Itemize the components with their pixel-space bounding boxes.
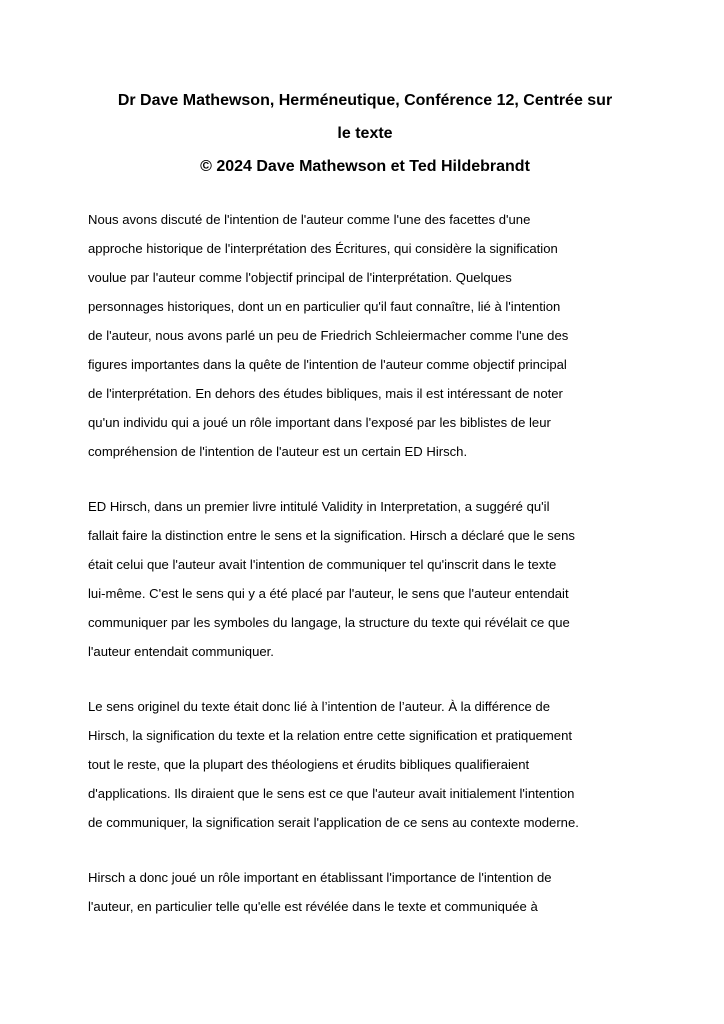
text-line: fallait faire la distinction entre le sens et la signification. Hirsch a déclaré que le sens (88, 528, 575, 543)
text-line: tout le reste, que la plupart des théologiens et érudits bibliques qualifieraient (88, 757, 530, 772)
text-line: approche historique de l'interprétation des Écritures, qui considère la signification (88, 241, 558, 256)
text-line: personnages historiques, dont un en particulier qu'il faut connaître, lié à l'intention (88, 299, 561, 314)
title-line: Dr Dave Mathewson, Herméneutique, Conférence 12, Centrée sur (117, 92, 613, 109)
paragraph-1 (88, 205, 642, 466)
text-line: l'auteur, en particulier telle qu'elle est révélée dans le texte et communiquée à (88, 899, 538, 914)
document-page (88, 84, 642, 947)
text-line: Le sens originel du texte était donc lié à l’intention de l’auteur. À la différence de (88, 699, 550, 714)
document-title (88, 84, 642, 183)
text-line: était celui que l'auteur avait l'intention de communiquer tel qu'inscrit dans le texte (88, 557, 557, 572)
text-line: d'applications. Ils diraient que le sens est ce que l'auteur avait initialement l'intention (88, 786, 575, 801)
text-line: lui-même. C'est le sens qui y a été placé par l'auteur, le sens que l'auteur entendait (88, 586, 569, 601)
text-line: Hirsch a donc joué un rôle important en établissant l'importance de l'intention de (88, 870, 552, 885)
text-line: communiquer par les symboles du langage, la structure du texte qui révélait ce que (88, 615, 570, 630)
text-line: compréhension de l'intention de l'auteur est un certain ED Hirsch. (88, 444, 468, 459)
text-line: l'auteur entendait communiquer. (88, 644, 274, 659)
text-line: qu'un individu qui a joué un rôle important dans l'exposé par les biblistes de leur (88, 415, 551, 430)
paragraph-4 (88, 863, 642, 921)
text-line: voulue par l'auteur comme l'objectif principal de l'interprétation. Quelques (88, 270, 512, 285)
text-line: de communiquer, la signification serait l'application de ce sens au contexte moderne. (88, 815, 579, 830)
text-line: figures importantes dans la quête de l'intention de l'auteur comme objectif principal (88, 357, 567, 372)
text-line: de l'auteur, nous avons parlé un peu de Friedrich Schleiermacher comme l'une des (88, 328, 569, 343)
text-line: Hirsch, la signification du texte et la relation entre cette signification et pratiquement (88, 728, 573, 743)
text-line: de l'interprétation. En dehors des études bibliques, mais il est intéressant de noter (88, 386, 563, 401)
title-line: le texte (337, 125, 393, 142)
paragraph-3 (88, 692, 642, 837)
copyright-line: © 2024 Dave Mathewson et Ted Hildebrandt (200, 158, 530, 175)
text-line: ED Hirsch, dans un premier livre intitulé Validity in Interpretation, a suggéré qu'il (88, 499, 550, 514)
paragraph-2 (88, 492, 642, 666)
text-line: Nous avons discuté de l'intention de l'auteur comme l'une des facettes d'une (88, 212, 531, 227)
